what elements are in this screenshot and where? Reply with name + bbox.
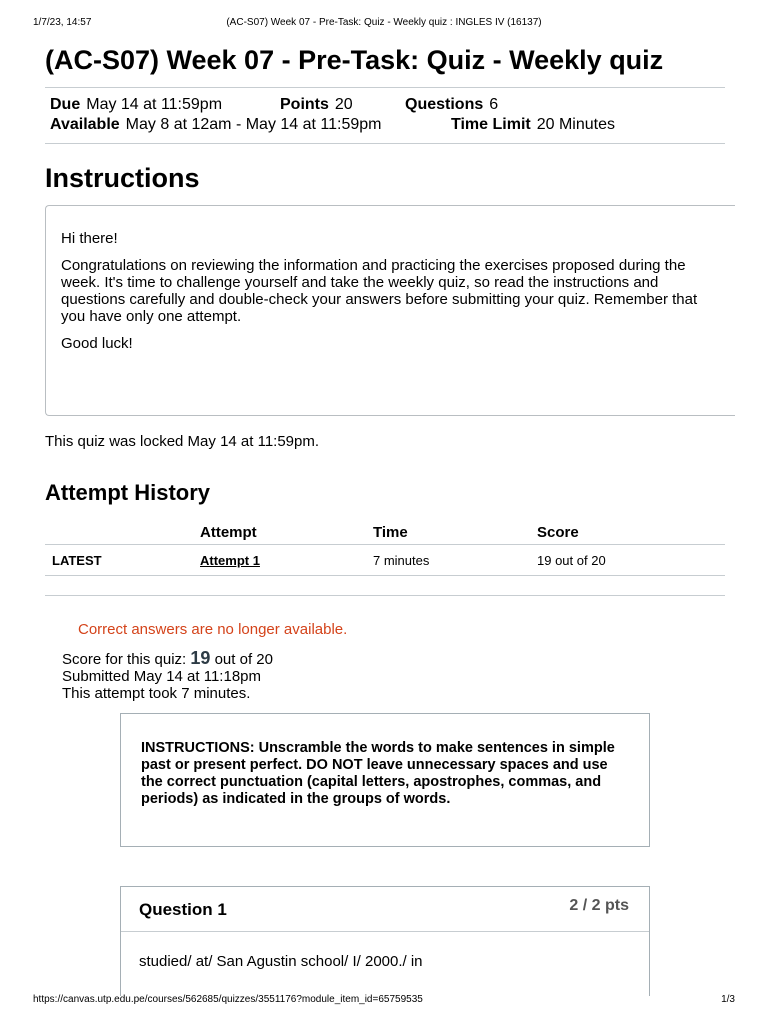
- print-page-title: (AC-S07) Week 07 - Pre-Task: Quiz - Weekly quiz : INGLES IV (16137): [226, 17, 542, 28]
- points-field: [280, 96, 353, 114]
- column-header-attempt: Attempt: [200, 524, 257, 541]
- print-datetime: 1/7/23, 14:57: [33, 17, 92, 28]
- table-header-row: [45, 518, 725, 545]
- unscramble-instructions-card: [120, 713, 650, 847]
- attempt-1-link[interactable]: Attempt 1: [200, 553, 260, 568]
- question-points: 2 / 2 pts: [569, 897, 629, 914]
- correct-answers-unavailable-notice: Correct answers are no longer available.: [78, 621, 348, 638]
- available-field: [50, 116, 382, 134]
- available-label: Available: [50, 116, 120, 133]
- questions-field: [405, 96, 498, 114]
- time-limit-value: 20 Minutes: [536, 116, 615, 133]
- time-limit-label: Time Limit: [451, 116, 531, 133]
- question-header: [121, 887, 649, 932]
- column-header-time: Time: [373, 524, 408, 541]
- print-page-number: 1/3: [721, 994, 735, 1005]
- attempt-score: 19 out of 20: [537, 553, 606, 568]
- instructions-closing: Good luck!: [61, 335, 133, 352]
- question-1-card: [120, 886, 650, 996]
- instructions-body: Congratulations on reviewing the information and practicing the exercises proposed during the week. It's time to challenge yourself and take the weekly quiz, so read the instructions and questions carefully and double-check your answers before submitting your quiz. Remember that you have only one attempt.: [61, 257, 698, 325]
- table-row: [45, 545, 725, 576]
- divider: [45, 87, 725, 88]
- duration-line: This attempt took 7 minutes.: [62, 685, 251, 702]
- due-field: [50, 96, 222, 114]
- quiz-score-line: [62, 650, 273, 668]
- questions-label: Questions: [405, 96, 484, 113]
- points-label: Points: [280, 96, 329, 113]
- divider: [45, 143, 725, 144]
- score-value: 19: [190, 648, 211, 668]
- available-value: May 8 at 12am - May 14 at 11:59pm: [125, 116, 382, 133]
- divider: [45, 595, 725, 596]
- question-text: studied/ at/ San Agustin school/ I/ 2000./ in: [139, 953, 423, 970]
- quiz-title: (AC-S07) Week 07 - Pre-Task: Quiz - Weekly quiz: [45, 45, 664, 75]
- instructions-greeting: Hi there!: [61, 230, 118, 247]
- attempt-time: 7 minutes: [373, 553, 430, 568]
- question-title: Question 1: [139, 900, 227, 919]
- column-header-score: Score: [537, 524, 579, 541]
- score-prefix: Score for this quiz:: [62, 651, 191, 668]
- instructions-box: [45, 205, 735, 416]
- instructions-heading: Instructions: [45, 163, 200, 193]
- attempt-history-heading: Attempt History: [45, 480, 211, 505]
- print-url: https://canvas.utp.edu.pe/courses/562685/quizzes/3551176?module_item_id=65759535: [33, 994, 423, 1005]
- points-value: 20: [334, 96, 353, 113]
- time-limit-field: [451, 116, 615, 134]
- submitted-line: Submitted May 14 at 11:18pm: [62, 668, 261, 685]
- due-value: May 14 at 11:59pm: [86, 96, 223, 113]
- questions-value: 6: [489, 96, 499, 113]
- locked-notice: This quiz was locked May 14 at 11:59pm.: [45, 433, 320, 450]
- due-label: Due: [50, 96, 81, 113]
- attempt-history-table: [45, 518, 725, 576]
- latest-tag: LATEST: [52, 553, 102, 568]
- unscramble-instructions-text: INSTRUCTIONS: Unscramble the words to make sentences in simple past or present perfect. DO NOT leave unnecessary spaces and use the correct punctuation (capital letters, apostrophes, commas, and periods) as indicated in the groups of words.: [141, 740, 615, 807]
- score-suffix: out of 20: [210, 651, 273, 668]
- print-header: [33, 17, 735, 28]
- score-summary: [62, 650, 273, 702]
- print-footer: [33, 994, 735, 1005]
